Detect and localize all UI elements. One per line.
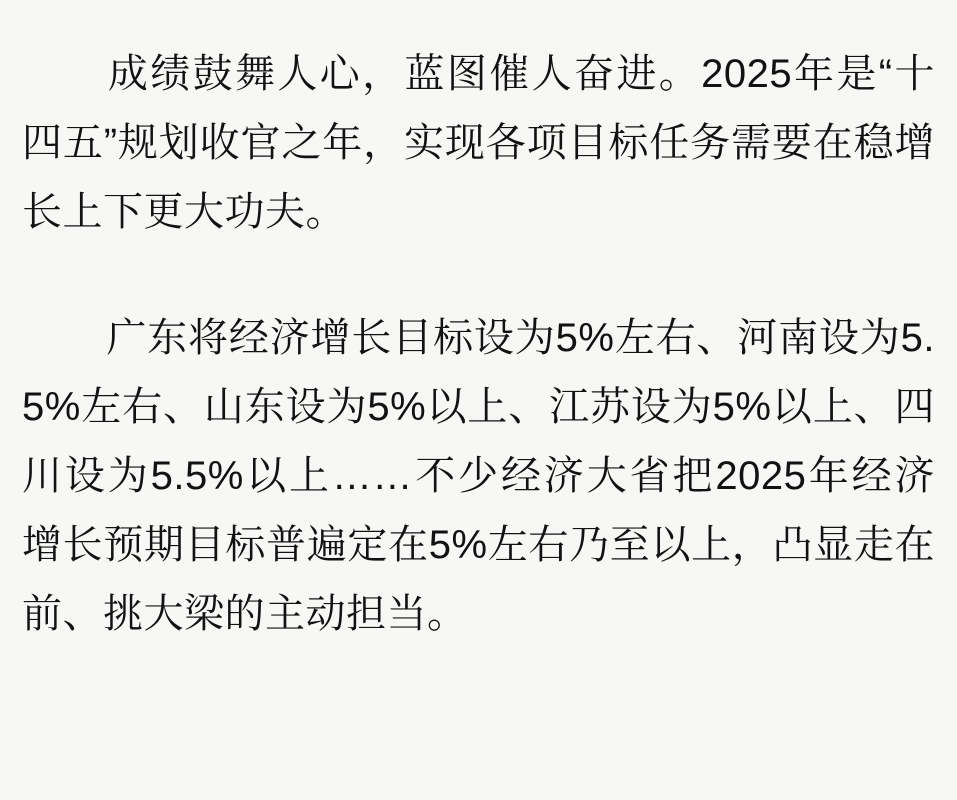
paragraph-2-text: 广东将经济增长目标设为5%左右、河南设为5.5%左右、山东设为5%以上、江苏设为5%以上、四川设为5.5%以上……不少经济大省把2025年经济增长预期目标普遍定在5%左右乃至以上，凸显走在前、挑大梁的主动担当。 [22,316,935,636]
paragraph-2 [22,304,935,648]
paragraph-1-text: 成绩鼓舞人心，蓝图催人奋进。2025年是“十四五”规划收官之年，实现各项目标任务需要在稳增长上下更大功夫。 [22,52,935,234]
paragraph-1 [22,40,935,246]
